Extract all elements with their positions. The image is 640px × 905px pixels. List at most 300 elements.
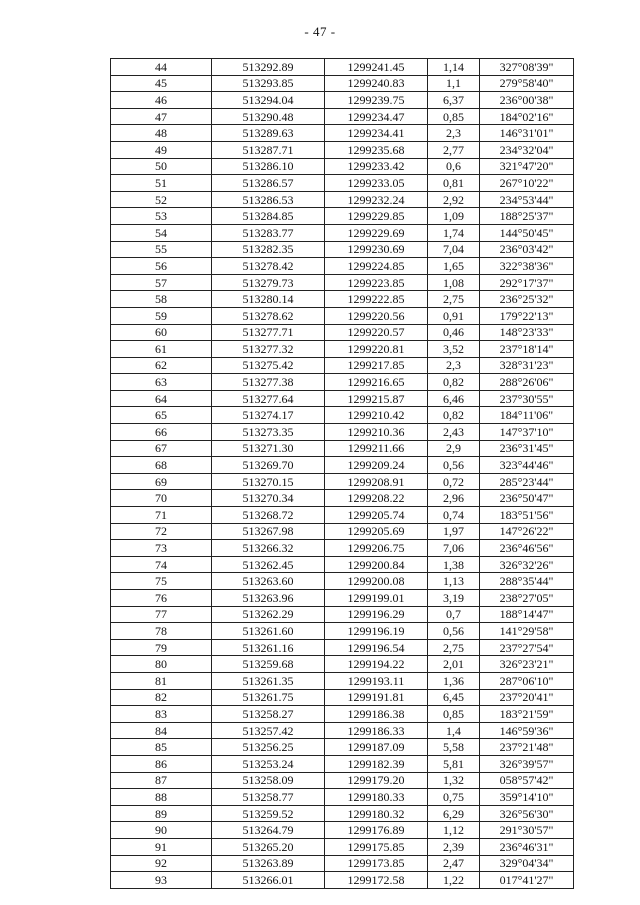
x-coordinate-cell: 513292.89 <box>212 59 325 76</box>
y-coordinate-cell: 1299196.29 <box>325 606 428 623</box>
table-row <box>111 341 574 358</box>
direction-angle-cell: 236°46'56" <box>480 540 574 557</box>
y-coordinate-cell: 1299211.66 <box>325 440 428 457</box>
x-coordinate-cell: 513286.10 <box>212 158 325 175</box>
x-coordinate-cell: 513294.04 <box>212 92 325 109</box>
table-row <box>111 324 574 341</box>
table-row <box>111 507 574 524</box>
direction-angle-cell: 285°23'44" <box>480 473 574 490</box>
point-number-cell: 53 <box>111 208 212 225</box>
y-coordinate-cell: 1299180.33 <box>325 789 428 806</box>
table-row <box>111 374 574 391</box>
segment-length-cell: 1,09 <box>428 208 480 225</box>
y-coordinate-cell: 1299222.85 <box>325 291 428 308</box>
point-number-cell: 60 <box>111 324 212 341</box>
direction-angle-cell: 236°50'47" <box>480 490 574 507</box>
point-number-cell: 46 <box>111 92 212 109</box>
x-coordinate-cell: 513287.71 <box>212 141 325 158</box>
direction-angle-cell: 188°14'47" <box>480 606 574 623</box>
point-number-cell: 71 <box>111 507 212 524</box>
y-coordinate-cell: 1299235.68 <box>325 141 428 158</box>
point-number-cell: 79 <box>111 639 212 656</box>
table-row <box>111 706 574 723</box>
segment-length-cell: 3,19 <box>428 590 480 607</box>
direction-angle-cell: 326°23'21" <box>480 656 574 673</box>
x-coordinate-cell: 513258.27 <box>212 706 325 723</box>
y-coordinate-cell: 1299232.24 <box>325 191 428 208</box>
segment-length-cell: 1,08 <box>428 274 480 291</box>
direction-angle-cell: 359°14'10" <box>480 789 574 806</box>
point-number-cell: 63 <box>111 374 212 391</box>
point-number-cell: 52 <box>111 191 212 208</box>
y-coordinate-cell: 1299223.85 <box>325 274 428 291</box>
x-coordinate-cell: 513259.68 <box>212 656 325 673</box>
segment-length-cell: 0,82 <box>428 374 480 391</box>
segment-length-cell: 7,04 <box>428 241 480 258</box>
direction-angle-cell: 321°47'20" <box>480 158 574 175</box>
direction-angle-cell: 287°06'10" <box>480 672 574 689</box>
x-coordinate-cell: 513258.09 <box>212 772 325 789</box>
table-row <box>111 722 574 739</box>
point-number-cell: 61 <box>111 341 212 358</box>
y-coordinate-cell: 1299230.69 <box>325 241 428 258</box>
x-coordinate-cell: 513271.30 <box>212 440 325 457</box>
segment-length-cell: 2,96 <box>428 490 480 507</box>
direction-angle-cell: 323°44'46" <box>480 457 574 474</box>
table-row <box>111 540 574 557</box>
table-row <box>111 158 574 175</box>
y-coordinate-cell: 1299239.75 <box>325 92 428 109</box>
direction-angle-cell: 234°32'04" <box>480 141 574 158</box>
x-coordinate-cell: 513270.15 <box>212 473 325 490</box>
y-coordinate-cell: 1299241.45 <box>325 59 428 76</box>
point-number-cell: 76 <box>111 590 212 607</box>
direction-angle-cell: 237°30'55" <box>480 390 574 407</box>
direction-angle-cell: 236°31'45" <box>480 440 574 457</box>
x-coordinate-cell: 513256.25 <box>212 739 325 756</box>
segment-length-cell: 6,29 <box>428 805 480 822</box>
x-coordinate-cell: 513266.32 <box>212 540 325 557</box>
table-row <box>111 689 574 706</box>
point-number-cell: 44 <box>111 59 212 76</box>
direction-angle-cell: 144°50'45" <box>480 224 574 241</box>
segment-length-cell: 2,39 <box>428 838 480 855</box>
x-coordinate-cell: 513261.35 <box>212 672 325 689</box>
table-row <box>111 838 574 855</box>
y-coordinate-cell: 1299234.41 <box>325 125 428 142</box>
y-coordinate-cell: 1299196.54 <box>325 639 428 656</box>
point-number-cell: 82 <box>111 689 212 706</box>
direction-angle-cell: 279°58'40" <box>480 75 574 92</box>
segment-length-cell: 2,3 <box>428 125 480 142</box>
x-coordinate-cell: 513268.72 <box>212 507 325 524</box>
table-row <box>111 92 574 109</box>
point-number-cell: 73 <box>111 540 212 557</box>
point-number-cell: 74 <box>111 556 212 573</box>
x-coordinate-cell: 513270.34 <box>212 490 325 507</box>
segment-length-cell: 1,1 <box>428 75 480 92</box>
point-number-cell: 68 <box>111 457 212 474</box>
direction-angle-cell: 184°02'16" <box>480 108 574 125</box>
table-row <box>111 390 574 407</box>
x-coordinate-cell: 513257.42 <box>212 722 325 739</box>
direction-angle-cell: 148°23'33" <box>480 324 574 341</box>
direction-angle-cell: 288°26'06" <box>480 374 574 391</box>
x-coordinate-cell: 513275.42 <box>212 357 325 374</box>
table-row <box>111 772 574 789</box>
y-coordinate-cell: 1299199.01 <box>325 590 428 607</box>
segment-length-cell: 5,58 <box>428 739 480 756</box>
table-row <box>111 789 574 806</box>
x-coordinate-cell: 513265.20 <box>212 838 325 855</box>
point-number-cell: 62 <box>111 357 212 374</box>
x-coordinate-cell: 513277.38 <box>212 374 325 391</box>
point-number-cell: 83 <box>111 706 212 723</box>
direction-angle-cell: 288°35'44" <box>480 573 574 590</box>
y-coordinate-cell: 1299180.32 <box>325 805 428 822</box>
coordinates-table-body <box>111 59 574 889</box>
direction-angle-cell: 183°51'56" <box>480 507 574 524</box>
y-coordinate-cell: 1299193.11 <box>325 672 428 689</box>
page-number: - 47 - <box>304 24 336 39</box>
table-row <box>111 175 574 192</box>
x-coordinate-cell: 513280.14 <box>212 291 325 308</box>
direction-angle-cell: 322°38'36" <box>480 258 574 275</box>
x-coordinate-cell: 513267.98 <box>212 523 325 540</box>
table-row <box>111 407 574 424</box>
y-coordinate-cell: 1299208.22 <box>325 490 428 507</box>
y-coordinate-cell: 1299229.85 <box>325 208 428 225</box>
point-number-cell: 65 <box>111 407 212 424</box>
segment-length-cell: 1,14 <box>428 59 480 76</box>
y-coordinate-cell: 1299194.22 <box>325 656 428 673</box>
point-number-cell: 91 <box>111 838 212 855</box>
table-row <box>111 440 574 457</box>
x-coordinate-cell: 513284.85 <box>212 208 325 225</box>
table-row <box>111 523 574 540</box>
point-number-cell: 67 <box>111 440 212 457</box>
x-coordinate-cell: 513289.63 <box>212 125 325 142</box>
direction-angle-cell: 236°00'38" <box>480 92 574 109</box>
point-number-cell: 47 <box>111 108 212 125</box>
point-number-cell: 90 <box>111 822 212 839</box>
point-number-cell: 86 <box>111 755 212 772</box>
x-coordinate-cell: 513262.45 <box>212 556 325 573</box>
segment-length-cell: 2,3 <box>428 357 480 374</box>
table-row <box>111 755 574 772</box>
y-coordinate-cell: 1299217.85 <box>325 357 428 374</box>
table-row <box>111 672 574 689</box>
table-row <box>111 274 574 291</box>
direction-angle-cell: 326°32'26" <box>480 556 574 573</box>
table-row <box>111 75 574 92</box>
segment-length-cell: 0,75 <box>428 789 480 806</box>
table-row <box>111 822 574 839</box>
table-row <box>111 473 574 490</box>
segment-length-cell: 6,37 <box>428 92 480 109</box>
x-coordinate-cell: 513258.77 <box>212 789 325 806</box>
point-number-cell: 50 <box>111 158 212 175</box>
x-coordinate-cell: 513274.17 <box>212 407 325 424</box>
direction-angle-cell: 267°10'22" <box>480 175 574 192</box>
x-coordinate-cell: 513277.71 <box>212 324 325 341</box>
table-row <box>111 307 574 324</box>
x-coordinate-cell: 513263.96 <box>212 590 325 607</box>
table-row <box>111 125 574 142</box>
table-row <box>111 739 574 756</box>
table-row <box>111 490 574 507</box>
x-coordinate-cell: 513277.32 <box>212 341 325 358</box>
segment-length-cell: 2,75 <box>428 291 480 308</box>
segment-length-cell: 7,06 <box>428 540 480 557</box>
direction-angle-cell: 184°11'06" <box>480 407 574 424</box>
table-row <box>111 258 574 275</box>
point-number-cell: 75 <box>111 573 212 590</box>
direction-angle-cell: 188°25'37" <box>480 208 574 225</box>
segment-length-cell: 0,7 <box>428 606 480 623</box>
point-number-cell: 88 <box>111 789 212 806</box>
direction-angle-cell: 234°53'44" <box>480 191 574 208</box>
y-coordinate-cell: 1299216.65 <box>325 374 428 391</box>
segment-length-cell: 1,22 <box>428 872 480 889</box>
y-coordinate-cell: 1299224.85 <box>325 258 428 275</box>
y-coordinate-cell: 1299200.84 <box>325 556 428 573</box>
direction-angle-cell: 017°41'27" <box>480 872 574 889</box>
y-coordinate-cell: 1299220.57 <box>325 324 428 341</box>
segment-length-cell: 0,72 <box>428 473 480 490</box>
table-row <box>111 291 574 308</box>
y-coordinate-cell: 1299187.09 <box>325 739 428 756</box>
table-row <box>111 556 574 573</box>
x-coordinate-cell: 513282.35 <box>212 241 325 258</box>
point-number-cell: 66 <box>111 424 212 441</box>
segment-length-cell: 1,13 <box>428 573 480 590</box>
segment-length-cell: 0,56 <box>428 457 480 474</box>
point-number-cell: 93 <box>111 872 212 889</box>
point-number-cell: 56 <box>111 258 212 275</box>
x-coordinate-cell: 513278.42 <box>212 258 325 275</box>
x-coordinate-cell: 513253.24 <box>212 755 325 772</box>
direction-angle-cell: 179°22'13" <box>480 307 574 324</box>
direction-angle-cell: 147°37'10" <box>480 424 574 441</box>
segment-length-cell: 2,43 <box>428 424 480 441</box>
direction-angle-cell: 237°18'14" <box>480 341 574 358</box>
table-row <box>111 357 574 374</box>
direction-angle-cell: 292°17'37" <box>480 274 574 291</box>
point-number-cell: 59 <box>111 307 212 324</box>
table-row <box>111 855 574 872</box>
point-number-cell: 87 <box>111 772 212 789</box>
x-coordinate-cell: 513283.77 <box>212 224 325 241</box>
segment-length-cell: 6,45 <box>428 689 480 706</box>
segment-length-cell: 1,36 <box>428 672 480 689</box>
segment-length-cell: 0,6 <box>428 158 480 175</box>
y-coordinate-cell: 1299240.83 <box>325 75 428 92</box>
point-number-cell: 92 <box>111 855 212 872</box>
direction-angle-cell: 237°20'41" <box>480 689 574 706</box>
segment-length-cell: 0,85 <box>428 108 480 125</box>
direction-angle-cell: 236°03'42" <box>480 241 574 258</box>
x-coordinate-cell: 513293.85 <box>212 75 325 92</box>
point-number-cell: 48 <box>111 125 212 142</box>
y-coordinate-cell: 1299182.39 <box>325 755 428 772</box>
y-coordinate-cell: 1299176.89 <box>325 822 428 839</box>
table-row <box>111 141 574 158</box>
direction-angle-cell: 326°39'57" <box>480 755 574 772</box>
direction-angle-cell: 183°21'59" <box>480 706 574 723</box>
table-row <box>111 573 574 590</box>
segment-length-cell: 2,01 <box>428 656 480 673</box>
direction-angle-cell: 237°21'48" <box>480 739 574 756</box>
table-row <box>111 191 574 208</box>
direction-angle-cell: 236°46'31" <box>480 838 574 855</box>
segment-length-cell: 2,47 <box>428 855 480 872</box>
y-coordinate-cell: 1299179.20 <box>325 772 428 789</box>
point-number-cell: 72 <box>111 523 212 540</box>
point-number-cell: 51 <box>111 175 212 192</box>
table-row <box>111 590 574 607</box>
point-number-cell: 85 <box>111 739 212 756</box>
direction-angle-cell: 291°30'57" <box>480 822 574 839</box>
direction-angle-cell: 328°31'23" <box>480 357 574 374</box>
segment-length-cell: 1,65 <box>428 258 480 275</box>
direction-angle-cell: 327°08'39" <box>480 59 574 76</box>
y-coordinate-cell: 1299215.87 <box>325 390 428 407</box>
direction-angle-cell: 329°04'34" <box>480 855 574 872</box>
y-coordinate-cell: 1299233.05 <box>325 175 428 192</box>
x-coordinate-cell: 513261.16 <box>212 639 325 656</box>
direction-angle-cell: 146°59'36" <box>480 722 574 739</box>
y-coordinate-cell: 1299209.24 <box>325 457 428 474</box>
point-number-cell: 70 <box>111 490 212 507</box>
segment-length-cell: 6,46 <box>428 390 480 407</box>
y-coordinate-cell: 1299210.36 <box>325 424 428 441</box>
point-number-cell: 49 <box>111 141 212 158</box>
x-coordinate-cell: 513263.60 <box>212 573 325 590</box>
x-coordinate-cell: 513261.75 <box>212 689 325 706</box>
direction-angle-cell: 326°56'30" <box>480 805 574 822</box>
table-row <box>111 224 574 241</box>
segment-length-cell: 1,32 <box>428 772 480 789</box>
x-coordinate-cell: 513259.52 <box>212 805 325 822</box>
x-coordinate-cell: 513277.64 <box>212 390 325 407</box>
y-coordinate-cell: 1299234.47 <box>325 108 428 125</box>
direction-angle-cell: 238°27'05" <box>480 590 574 607</box>
point-number-cell: 58 <box>111 291 212 308</box>
segment-length-cell: 0,91 <box>428 307 480 324</box>
direction-angle-cell: 147°26'22" <box>480 523 574 540</box>
table-row <box>111 656 574 673</box>
segment-length-cell: 5,81 <box>428 755 480 772</box>
y-coordinate-cell: 1299196.19 <box>325 623 428 640</box>
segment-length-cell: 1,4 <box>428 722 480 739</box>
segment-length-cell: 0,46 <box>428 324 480 341</box>
table-row <box>111 208 574 225</box>
y-coordinate-cell: 1299205.69 <box>325 523 428 540</box>
x-coordinate-cell: 513278.62 <box>212 307 325 324</box>
segment-length-cell: 1,38 <box>428 556 480 573</box>
segment-length-cell: 1,12 <box>428 822 480 839</box>
x-coordinate-cell: 513273.35 <box>212 424 325 441</box>
x-coordinate-cell: 513269.70 <box>212 457 325 474</box>
y-coordinate-cell: 1299208.91 <box>325 473 428 490</box>
y-coordinate-cell: 1299173.85 <box>325 855 428 872</box>
point-number-cell: 84 <box>111 722 212 739</box>
y-coordinate-cell: 1299191.81 <box>325 689 428 706</box>
segment-length-cell: 3,52 <box>428 341 480 358</box>
direction-angle-cell: 237°27'54" <box>480 639 574 656</box>
x-coordinate-cell: 513290.48 <box>212 108 325 125</box>
x-coordinate-cell: 513279.73 <box>212 274 325 291</box>
point-number-cell: 55 <box>111 241 212 258</box>
x-coordinate-cell: 513266.01 <box>212 872 325 889</box>
point-number-cell: 80 <box>111 656 212 673</box>
segment-length-cell: 2,9 <box>428 440 480 457</box>
y-coordinate-cell: 1299186.33 <box>325 722 428 739</box>
table-row <box>111 108 574 125</box>
x-coordinate-cell: 513286.57 <box>212 175 325 192</box>
segment-length-cell: 0,74 <box>428 507 480 524</box>
segment-length-cell: 0,85 <box>428 706 480 723</box>
point-number-cell: 57 <box>111 274 212 291</box>
y-coordinate-cell: 1299200.08 <box>325 573 428 590</box>
table-row <box>111 424 574 441</box>
table-row <box>111 241 574 258</box>
point-number-cell: 45 <box>111 75 212 92</box>
y-coordinate-cell: 1299205.74 <box>325 507 428 524</box>
y-coordinate-cell: 1299186.38 <box>325 706 428 723</box>
y-coordinate-cell: 1299220.81 <box>325 341 428 358</box>
point-number-cell: 64 <box>111 390 212 407</box>
segment-length-cell: 2,77 <box>428 141 480 158</box>
segment-length-cell: 0,56 <box>428 623 480 640</box>
point-number-cell: 81 <box>111 672 212 689</box>
segment-length-cell: 1,74 <box>428 224 480 241</box>
x-coordinate-cell: 513262.29 <box>212 606 325 623</box>
table-row <box>111 872 574 889</box>
table-row <box>111 457 574 474</box>
direction-angle-cell: 236°25'32" <box>480 291 574 308</box>
y-coordinate-cell: 1299175.85 <box>325 838 428 855</box>
y-coordinate-cell: 1299229.69 <box>325 224 428 241</box>
table-row <box>111 639 574 656</box>
table-row <box>111 623 574 640</box>
y-coordinate-cell: 1299206.75 <box>325 540 428 557</box>
table-row <box>111 606 574 623</box>
point-number-cell: 54 <box>111 224 212 241</box>
segment-length-cell: 0,82 <box>428 407 480 424</box>
y-coordinate-cell: 1299233.42 <box>325 158 428 175</box>
point-number-cell: 69 <box>111 473 212 490</box>
direction-angle-cell: 146°31'01" <box>480 125 574 142</box>
segment-length-cell: 1,97 <box>428 523 480 540</box>
x-coordinate-cell: 513263.89 <box>212 855 325 872</box>
table-row <box>111 805 574 822</box>
coordinates-table <box>110 58 574 889</box>
point-number-cell: 78 <box>111 623 212 640</box>
x-coordinate-cell: 513264.79 <box>212 822 325 839</box>
direction-angle-cell: 141°29'58" <box>480 623 574 640</box>
y-coordinate-cell: 1299172.58 <box>325 872 428 889</box>
y-coordinate-cell: 1299210.42 <box>325 407 428 424</box>
table-row <box>111 59 574 76</box>
direction-angle-cell: 058°57'42" <box>480 772 574 789</box>
segment-length-cell: 2,92 <box>428 191 480 208</box>
x-coordinate-cell: 513261.60 <box>212 623 325 640</box>
segment-length-cell: 2,75 <box>428 639 480 656</box>
segment-length-cell: 0,81 <box>428 175 480 192</box>
point-number-cell: 89 <box>111 805 212 822</box>
